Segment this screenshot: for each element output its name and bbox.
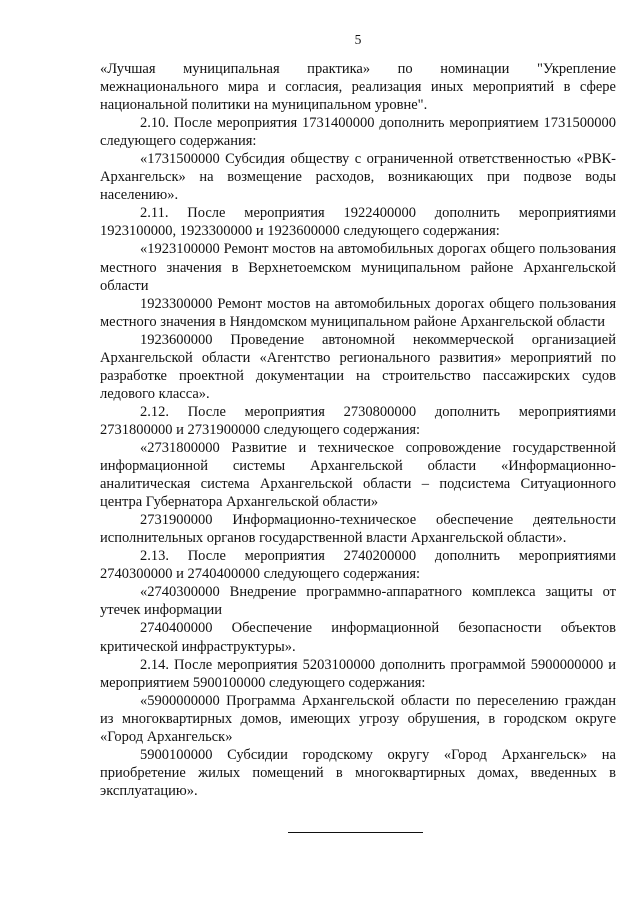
document-page	[100, 0, 616, 905]
paragraph-1923600000: 1923600000 Проведение автономной некоммерческой организацией Архангельской области «Агентство регионального развития» мероприятий по разработке проектной документации на строительство пассажирских судов ледового класса».	[100, 331, 616, 402]
paragraph-2-13: 2.13. После мероприятия 2740200000 дополнить мероприятиями 2740300000 и 2740400000 следующего содержания:	[100, 548, 616, 583]
document-body	[100, 60, 616, 800]
paragraph-2731800000: «2731800000 Развитие и техническое сопровождение государственной информационной системы Архангельской области «Информационно-аналитическая система Архангельской области – подсистема Ситуационного центра Губернатора Архангельской области»	[100, 439, 616, 511]
paragraph-1923100000: «1923100000 Ремонт мостов на автомобильных дорогах общего пользования местного значения в Верхнетоемском муниципальном районе Архангельской области	[100, 241, 616, 294]
paragraph-2740400000: 2740400000 Обеспечение информационной безопасности объектов критической инфраструктуры».	[100, 620, 616, 655]
paragraph-5900100000: 5900100000 Субсидии городскому округу «Город Архангельск» на приобретение жилых помещений в многоквартирных домах, введенных в эксплуатацию».	[100, 746, 616, 799]
page-number: 5	[354, 32, 362, 47]
paragraph-2-12: 2.12. После мероприятия 2730800000 дополнить мероприятиями 2731800000 и 2731900000 следующего содержания:	[100, 403, 616, 438]
paragraph-5900000000: «5900000000 Программа Архангельской области по переселению граждан из многоквартирных домов, имеющих угрозу обрушения, в городском округе «Город Архангельск»	[100, 692, 616, 745]
closing-rule	[288, 832, 423, 833]
paragraph-1923300000: 1923300000 Ремонт мостов на автомобильных дорогах общего пользования местного значения в Няндомском муниципальном районе Архангельской области	[100, 295, 616, 330]
paragraph-2-10: 2.10. После мероприятия 1731400000 дополнить мероприятием 1731500000 следующего содержания:	[100, 115, 616, 150]
paragraph-2-11: 2.11. После мероприятия 1922400000 дополнить мероприятиями 1923100000, 1923300000 и 1923600000 следующего содержания:	[100, 205, 616, 240]
paragraph-2740300000: «2740300000 Внедрение программно-аппаратного комплекса защиты от утечек информации	[100, 584, 616, 619]
paragraph-2731900000: 2731900000 Информационно-техническое обеспечение деятельности исполнительных органов государственной власти Архангельской области».	[100, 512, 616, 547]
paragraph-2-14: 2.14. После мероприятия 5203100000 дополнить программой 5900000000 и мероприятием 5900100000 следующего содержания:	[100, 656, 616, 691]
paragraph-nomination-end: «Лучшая муниципальная практика» по номинации "Укрепление межнационального мира и согласия, реализация иных мероприятий в сфере национальной политики на муниципальном уровне".	[100, 61, 616, 114]
paragraph-1731500000: «1731500000 Субсидия обществу с ограниченной ответственностью «РВК-Архангельск» на возмещение расходов, возникающих при подвозе воды населению».	[100, 151, 616, 204]
